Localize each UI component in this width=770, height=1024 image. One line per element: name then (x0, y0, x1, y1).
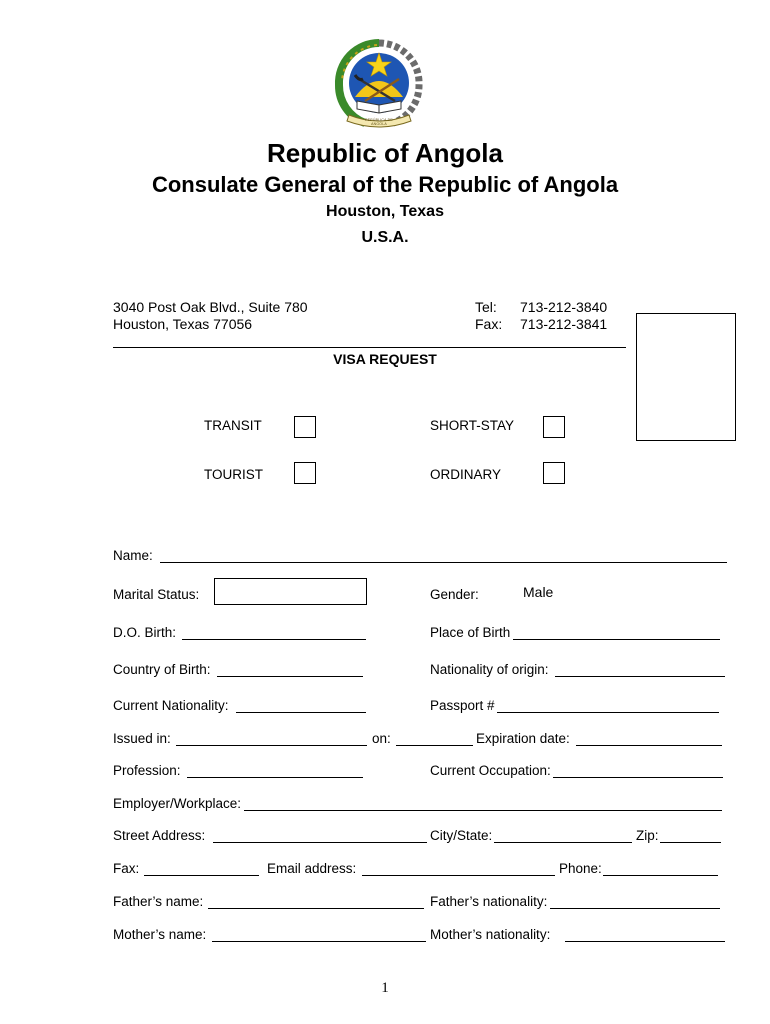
expiration-label: Expiration date: (476, 731, 570, 746)
page-subtitle: Consulate General of the Republic of Angola (151, 172, 619, 197)
address-line-2: Houston, Texas 77056 (113, 316, 253, 332)
issued-in-label: Issued in: (113, 731, 171, 746)
zip-field[interactable] (660, 842, 721, 843)
father-nationality-field[interactable] (550, 908, 720, 909)
passport-field[interactable] (497, 712, 719, 713)
transit-label: TRANSIT (204, 418, 262, 433)
nationality-origin-field[interactable] (555, 676, 725, 677)
current-nationality-label: Current Nationality: (113, 698, 229, 713)
short-stay-label: SHORT-STAY (430, 418, 515, 433)
place-of-birth-field[interactable] (513, 639, 720, 640)
email-field[interactable] (362, 875, 555, 876)
marital-status-field[interactable] (214, 578, 367, 605)
name-label: Name: (113, 548, 153, 563)
country-of-birth-label: Country of Birth: (113, 662, 211, 677)
page-number: 1 (381, 980, 389, 996)
city-state-field[interactable] (494, 842, 632, 843)
header-divider (113, 347, 626, 348)
dob-field[interactable] (182, 639, 366, 640)
father-nationality-label: Father’s nationality: (430, 894, 548, 909)
fax-label: Fax: (475, 316, 503, 332)
phone-field[interactable] (603, 875, 718, 876)
expiration-field[interactable] (576, 745, 722, 746)
email-label: Email address: (267, 861, 357, 876)
employer-field[interactable] (244, 810, 722, 811)
mother-nationality-field[interactable] (565, 941, 725, 942)
profession-field[interactable] (187, 777, 363, 778)
father-name-label: Father’s name: (113, 894, 204, 909)
mother-name-field[interactable] (212, 941, 426, 942)
father-name-field[interactable] (208, 908, 424, 909)
issued-on-label: on: (372, 731, 391, 746)
mother-nationality-label: Mother’s nationality: (430, 927, 551, 942)
dob-label: D.O. Birth: (113, 625, 177, 640)
issued-on-field[interactable] (396, 745, 473, 746)
short-stay-checkbox[interactable] (543, 416, 565, 438)
country-heading: U.S.A. (361, 229, 409, 246)
street-address-label: Street Address: (113, 828, 206, 843)
name-field[interactable] (160, 562, 727, 563)
nationality-origin-label: Nationality of origin: (430, 662, 549, 677)
marital-status-label: Marital Status: (113, 587, 200, 602)
zip-label: Zip: (636, 828, 659, 843)
ordinary-label: ORDINARY (430, 467, 502, 482)
transit-checkbox[interactable] (294, 416, 316, 438)
phone-label: Phone: (559, 861, 602, 876)
current-occupation-label: Current Occupation: (430, 763, 551, 778)
profession-label: Profession: (113, 763, 181, 778)
tel-label: Tel: (475, 299, 497, 315)
gender-value[interactable]: Male (523, 584, 554, 600)
employer-label: Employer/Workplace: (113, 796, 242, 811)
fax-value: 713-212-3841 (520, 316, 608, 332)
street-address-field[interactable] (213, 842, 427, 843)
tourist-label: TOURIST (204, 467, 264, 482)
place-of-birth-label: Place of Birth (430, 625, 511, 640)
page-title: Republic of Angola (267, 138, 503, 168)
form-title: VISA REQUEST (333, 351, 437, 367)
city-state-label: City/State: (430, 828, 493, 843)
tel-value: 713-212-3840 (520, 299, 608, 315)
fax-input[interactable] (144, 875, 259, 876)
current-nationality-field[interactable] (236, 712, 366, 713)
passport-label: Passport # (430, 698, 495, 713)
emblem-ribbon-text: REPÚBLICA DE ANGOLA (365, 118, 393, 126)
current-occupation-field[interactable] (553, 777, 723, 778)
mother-name-label: Mother’s name: (113, 927, 207, 942)
tourist-checkbox[interactable] (294, 462, 316, 484)
gender-label: Gender: (430, 587, 479, 602)
issued-in-field[interactable] (176, 745, 367, 746)
country-of-birth-field[interactable] (217, 676, 363, 677)
photo-box[interactable] (636, 313, 736, 441)
fax-field-label: Fax: (113, 861, 140, 876)
city-heading: Houston, Texas (326, 203, 444, 220)
address-line-1: 3040 Post Oak Blvd., Suite 780 (113, 299, 308, 315)
angola-emblem (333, 35, 425, 135)
ordinary-checkbox[interactable] (543, 462, 565, 484)
